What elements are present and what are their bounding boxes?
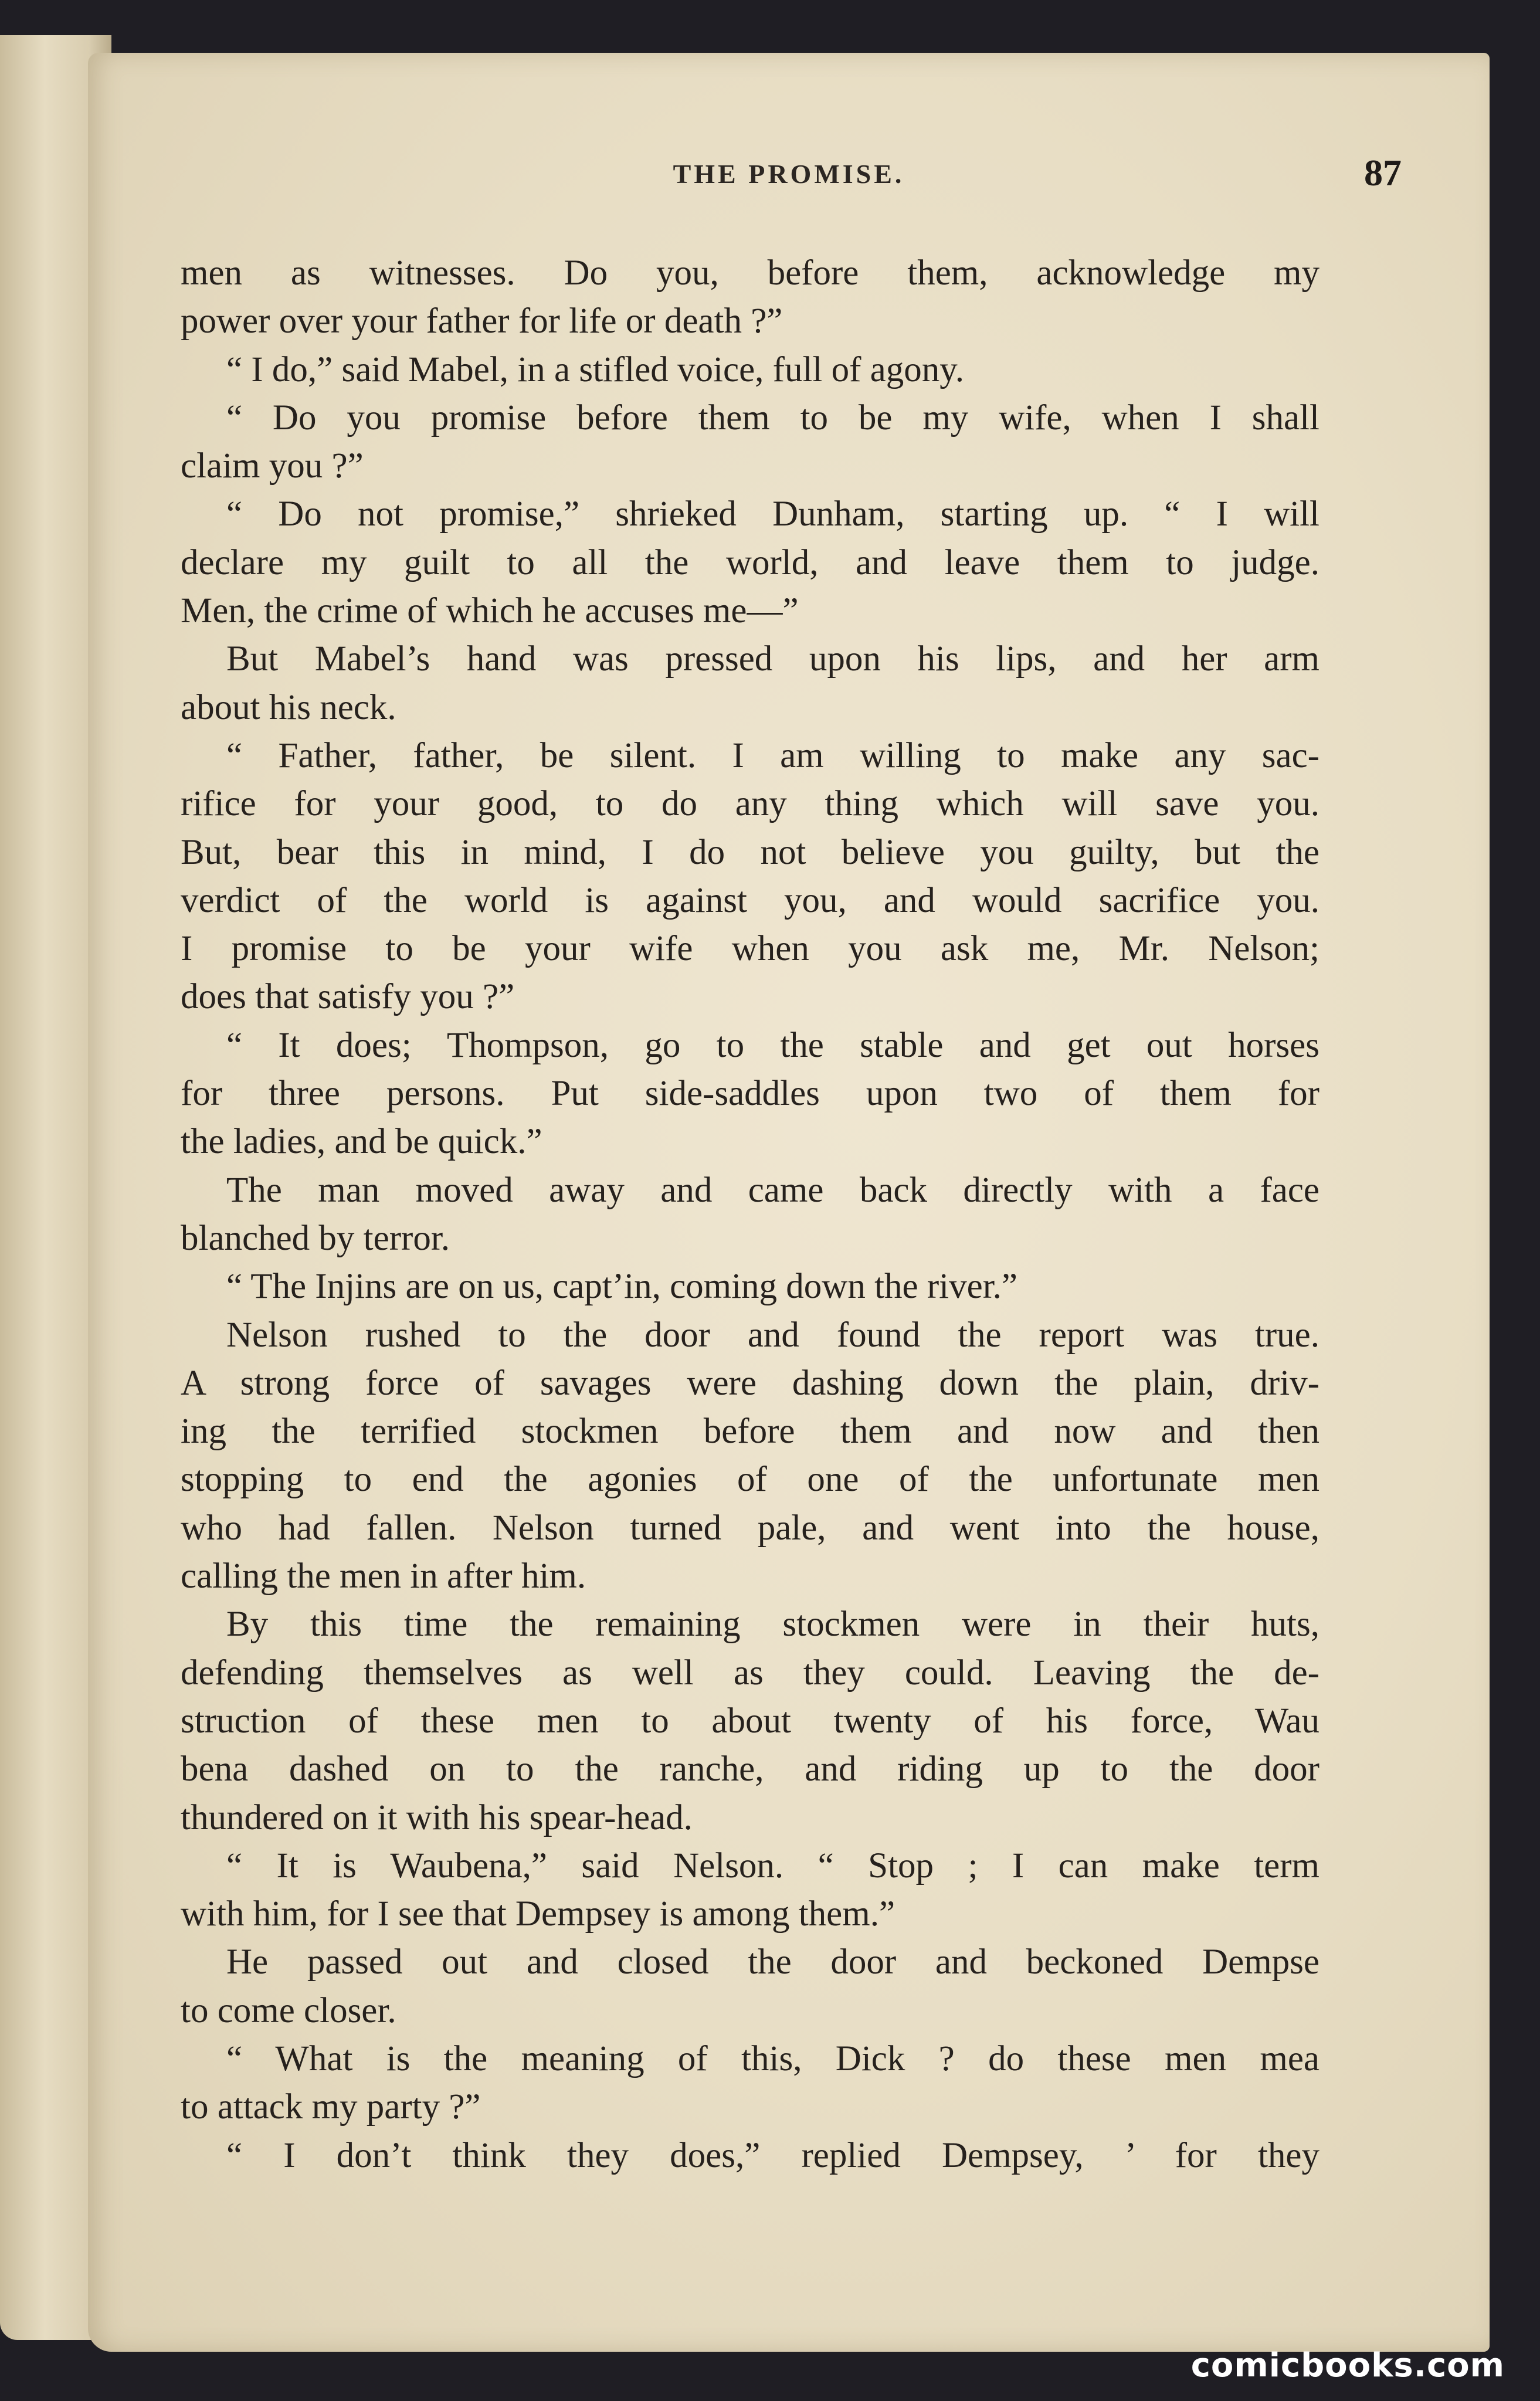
text-line: struction of these men to about twenty of his force, Wau xyxy=(181,1701,1319,1741)
text-line: stopping to end the agonies of one of the unfortunate men xyxy=(181,1460,1319,1500)
text-line: men as witnesses. Do you, before them, acknowledge my xyxy=(181,253,1319,293)
text-line: blanched by terror. xyxy=(181,1218,450,1258)
text-line: with him, for I see that Dempsey is among them.” xyxy=(181,1894,895,1934)
text-line: defending themselves as well as they could. Leaving the de- xyxy=(181,1653,1319,1693)
text-line: claim you ?” xyxy=(181,446,364,486)
text-line: “ I don’t think they does,” replied Dempsey, ’ for they xyxy=(226,2135,1319,2175)
text-line: verdict of the world is against you, and would sacrifice you. xyxy=(181,880,1319,920)
body-text xyxy=(181,249,1319,2180)
text-line: But, bear this in mind, I do not believe you guilty, but the xyxy=(181,832,1319,872)
text-line: “ Do you promise before them to be my wife, when I shall xyxy=(226,398,1319,438)
text-line: A strong force of savages were dashing down the plain, driv- xyxy=(181,1363,1319,1403)
text-line: By this time the remaining stockmen were in their huts, xyxy=(226,1605,1319,1644)
text-line: rifice for your good, to do any thing which will save you. xyxy=(181,784,1319,824)
page-number: 87 xyxy=(1364,152,1402,194)
text-line: “ The Injins are on us, capt’in, coming down the river.” xyxy=(226,1267,1017,1307)
text-line: “ I do,” said Mabel, in a stifled voice, full of agony. xyxy=(226,350,965,389)
running-title: THE PROMISE. xyxy=(673,159,905,189)
text-line: to come closer. xyxy=(181,1990,396,2030)
text-line: “ Do not promise,” shrieked Dunham, starting up. “ I will xyxy=(226,494,1319,534)
text-line: calling the men in after him. xyxy=(181,1556,586,1596)
text-line: power over your father for life or death ?” xyxy=(181,301,783,341)
text-line: the ladies, and be quick.” xyxy=(181,1122,542,1162)
text-line: to attack my party ?” xyxy=(181,2087,481,2127)
text-line: Men, the crime of which he accuses me—” xyxy=(181,591,799,631)
running-head xyxy=(88,152,1490,199)
text-line: bena dashed on to the ranche, and riding up to the door xyxy=(181,1749,1319,1789)
text-line: But Mabel’s hand was pressed upon his lips, and her arm xyxy=(226,639,1319,679)
text-line: “ It is Waubena,” said Nelson. “ Stop ; I can make term xyxy=(226,1846,1319,1885)
site-watermark: comicbooks.com xyxy=(1190,2346,1505,2385)
text-line: I promise to be your wife when you ask me, Mr. Nelson; xyxy=(181,929,1319,969)
text-line: “ Father, father, be silent. I am willing to make any sac- xyxy=(226,735,1319,775)
text-line: about his neck. xyxy=(181,687,396,727)
text-line: does that satisfy you ?” xyxy=(181,977,515,1017)
text-line: for three persons. Put side-saddles upon two of them for xyxy=(181,1074,1319,1114)
text-line: He passed out and closed the door and beckoned Dempse xyxy=(226,1942,1319,1982)
text-line: declare my guilt to all the world, and leave them to judge. xyxy=(181,542,1319,582)
text-line: thundered on it with his spear-head. xyxy=(181,1798,693,1837)
text-line: “ What is the meaning of this, Dick ? do these men mea xyxy=(226,2039,1319,2078)
text-line: ing the terrified stockmen before them and now and then xyxy=(181,1412,1319,1452)
text-line: Nelson rushed to the door and found the report was true. xyxy=(226,1315,1319,1355)
text-line: The man moved away and came back directly with a face xyxy=(226,1170,1319,1210)
text-line: who had fallen. Nelson turned pale, and went into the house, xyxy=(181,1508,1319,1548)
text-line: “ It does; Thompson, go to the stable and get out horses xyxy=(226,1025,1319,1065)
